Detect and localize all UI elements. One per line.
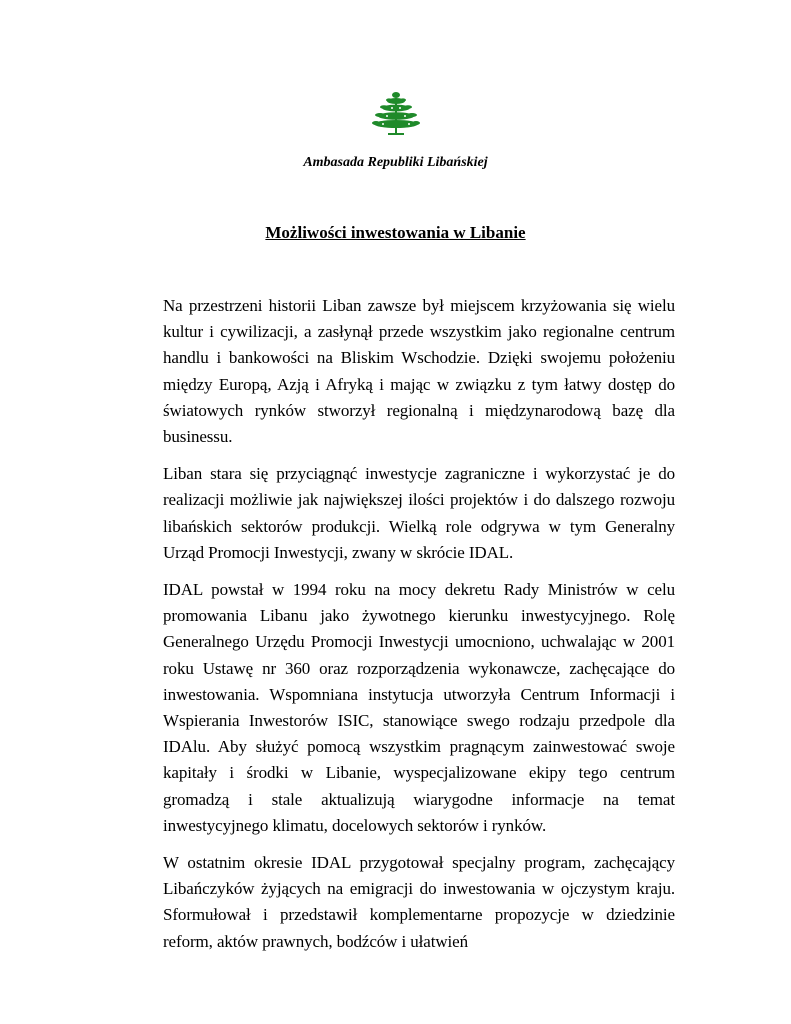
- paragraph-2: Liban stara się przyciągnąć inwestycje zagraniczne i wykorzystać je do realizacji możliwie jak największej ilości projektów i do dalszego rozwoju libańskich sektorów produkcji. Wielką role odgrywa w tym Generalny Urząd Promocji Inwestycji, zwany w skrócie IDAL.: [163, 464, 675, 562]
- page-title-text: Możliwości inwestowania w Libanie: [265, 223, 526, 242]
- page-title: [0, 222, 791, 244]
- paragraph-3: IDAL powstał w 1994 roku na mocy dekretu Rady Ministrów w celu promowania Libanu jako żywotnego kierunku inwestycyjnego. Rolę Generalnego Urzędu Promocji Inwestycji umocniono, uchwalając w 2001 roku Ustawę nr 360 oraz rozporządzenia wykonawcze, zachęcające do inwestowania. Wspomniana instytucja utworzyła Centrum Informacji i Wspierania Inwestorów ISIC, stanowiące swego rodzaju przedpole dla IDAlu. Aby służyć pomocą wszystkim pragnącym zainwestować swoje kapitały i środki w Libanie, wyspecjalizowane ekipy tego centrum gromadzą i stale aktualizują wiarygodne informacje na temat inwestycyjnego klimatu, docelowych sektorów i rynków.: [163, 580, 675, 835]
- cedar-logo-graphic: [372, 90, 420, 140]
- paragraph-1: Na przestrzeni historii Liban zawsze był miejscem krzyżowania się wielu kultur i cywilizacji, a zasłynął przede wszystkim jako regionalne centrum handlu i bankowości na Bliskim Wschodzie. Dzięki swojemu położeniu między Europą, Azją i Afryką i mając w związku z tym łatwy dostęp do światowych rynków stworzył regionalną i międzynarodową bazę dla businessu.: [163, 296, 675, 447]
- document-body: [163, 293, 675, 966]
- cedar-tree-icon: [372, 90, 420, 140]
- embassy-name: Ambasada Republiki Libańskiej: [303, 155, 488, 170]
- paragraph-4: W ostatnim okresie IDAL przygotował specjalny program, zachęcający Libańczyków żyjących na emigracji do inwestowania w ojczystym kraju. Sformułował i przedstawił komplementarne propozycje w dziedzinie reform, aktów prawnych, bodźców i ułatwień: [163, 853, 675, 951]
